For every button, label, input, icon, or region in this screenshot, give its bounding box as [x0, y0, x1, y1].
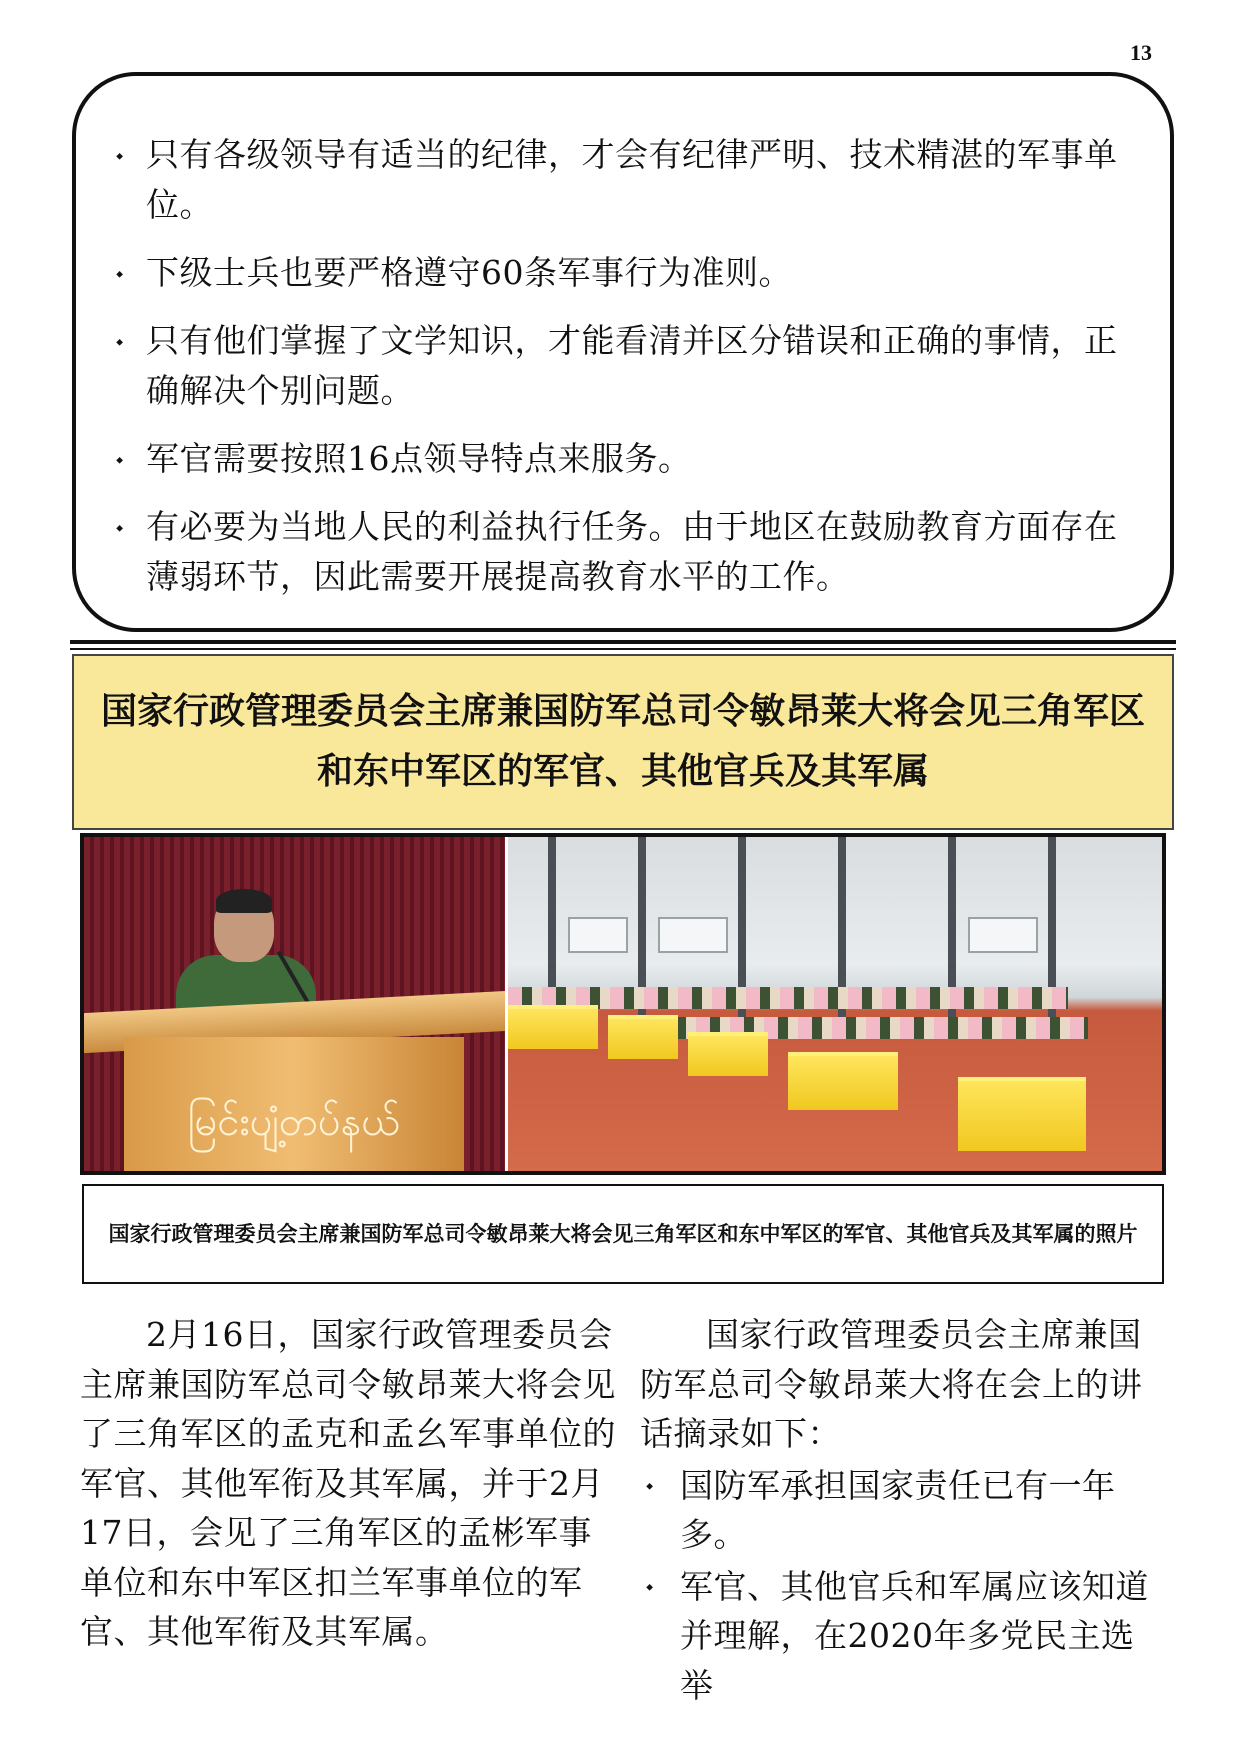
list-item — [110, 316, 1140, 416]
bullet-diamond-icon: ⬩ — [116, 143, 124, 167]
list-item — [640, 1461, 1165, 1560]
list-item — [110, 248, 1140, 298]
photo-caption: 国家行政管理委员会主席兼国防军总司令敏昂莱大将会见三角军区和东中军区的军官、其他官兵及其军属的照片 — [108, 1222, 1138, 1246]
list-item-text: 国防军承担国家责任已有一年多。 — [680, 1465, 1116, 1554]
bullet-diamond-icon: ⬩ — [116, 447, 124, 471]
page-number: 13 — [1130, 40, 1152, 65]
list-item-text: 只有他们掌握了文学知识，才能看清并区分错误和正确的事情，正确解决个别问题。 — [146, 321, 1118, 410]
bullet-diamond-icon: ⬩ — [116, 261, 124, 285]
hall-window — [968, 917, 1038, 953]
photo-caption-box — [82, 1184, 1164, 1284]
bullet-diamond-icon: ⬩ — [116, 329, 124, 353]
yellow-table — [688, 1032, 768, 1076]
bullet-diamond-icon: ⬩ — [116, 515, 124, 539]
list-item — [110, 434, 1140, 484]
list-item-text: 只有各级领导有适当的纪律，才会有纪律严明、技术精湛的军事单位。 — [146, 135, 1118, 224]
list-item-text: 军官、其他官兵和军属应该知道并理解，在2020年多党民主选举 — [680, 1566, 1149, 1705]
article-column-left — [80, 1310, 620, 1657]
hall-window — [658, 917, 728, 953]
hall-window — [568, 917, 628, 953]
podium-lettering: မြင်းပျံ့တပ်နယ် — [187, 1099, 401, 1145]
rules-box — [72, 72, 1174, 632]
podium — [124, 1037, 464, 1171]
section-divider — [70, 640, 1176, 650]
article-column-right — [640, 1310, 1165, 1710]
speaker-hair — [216, 889, 272, 913]
yellow-table — [788, 1052, 898, 1110]
article-paragraph: 国家行政管理委员会主席兼国防军总司令敏昂莱大将在会上的讲话摘录如下： — [640, 1315, 1143, 1453]
yellow-table — [958, 1077, 1086, 1151]
list-item — [640, 1562, 1165, 1711]
list-item-text: 有必要为当地人民的利益执行任务。由于地区在鼓励教育方面存在薄弱环节，因此需要开展提高教育水平的工作。 — [146, 507, 1118, 596]
bullet-diamond-icon: ⬩ — [646, 1573, 654, 1598]
article-headline-banner — [72, 654, 1174, 830]
photo-speaker-at-podium — [84, 837, 508, 1171]
list-item — [110, 130, 1140, 230]
article-paragraph: 2月16日，国家行政管理委员会主席兼国防军总司令敏昂莱大将会见了三角军区的孟克和孟幺军事单位的军官、其他军衔及其军属，并于2月17日，会见了三角军区的孟彬军事单位和东中军区扣兰军事单位的军官、其他军衔及其军属。 — [80, 1315, 616, 1651]
list-item — [110, 502, 1140, 602]
yellow-table — [508, 1005, 598, 1049]
photo-audience-hall — [508, 837, 1162, 1171]
list-item-text: 军官需要按照16点领导特点来服务。 — [146, 439, 692, 478]
bullet-diamond-icon: ⬩ — [646, 1472, 654, 1497]
article-headline: 国家行政管理委员会主席兼国防军总司令敏昂莱大将会见三角军区和东中军区的军官、其他官兵及其军属 — [100, 691, 1145, 792]
yellow-table — [608, 1015, 678, 1059]
list-item-text: 下级士兵也要严格遵守60条军事行为准则。 — [146, 253, 792, 292]
photo-strip — [80, 833, 1166, 1175]
